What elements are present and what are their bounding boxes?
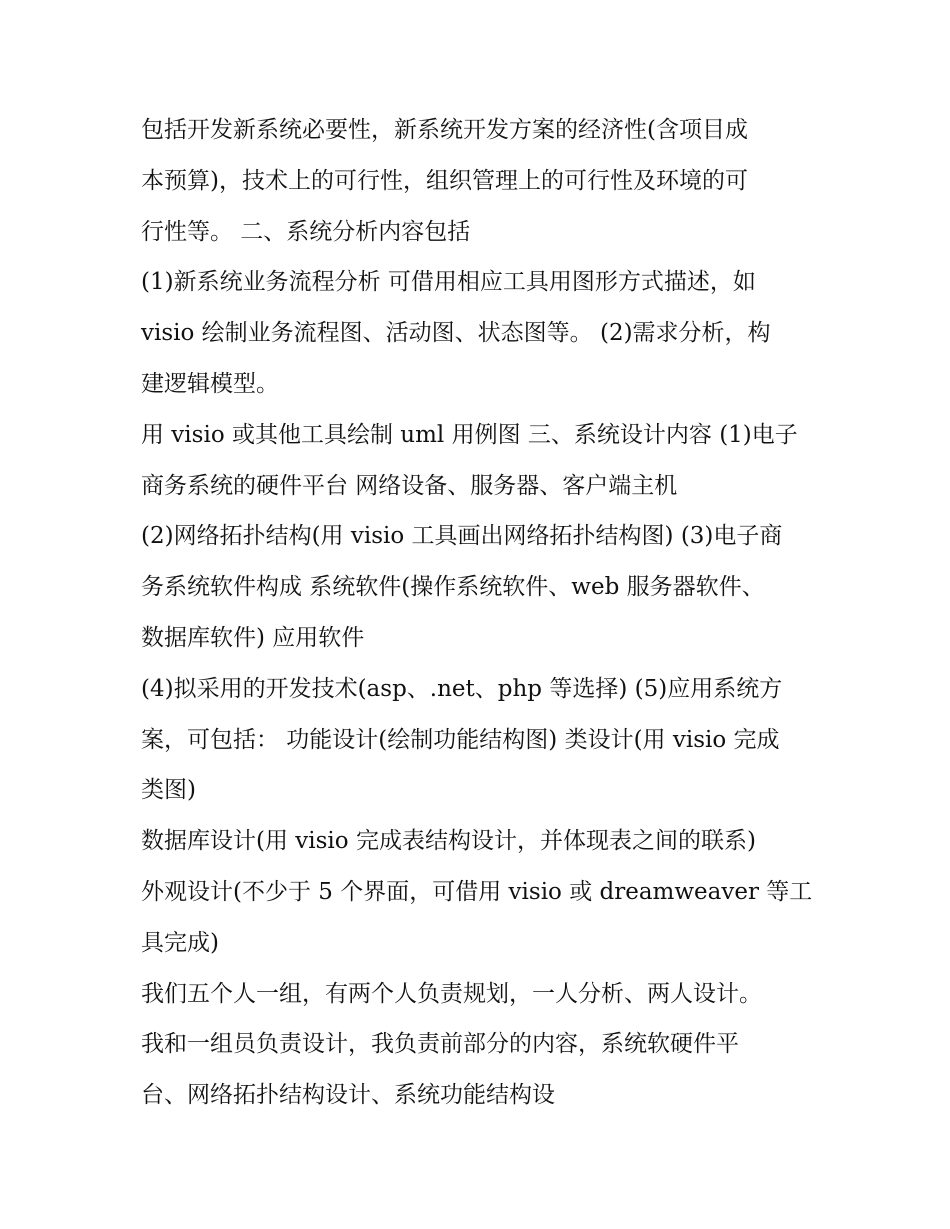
text-line: visio 绘制业务流程图、活动图、状态图等。 (2)需求分析，构 <box>141 320 771 347</box>
text-line: 本预算)，技术上的可行性，组织管理上的可行性及环境的可 <box>141 167 748 194</box>
text-line: 建逻辑模型。 <box>141 370 279 397</box>
text-line: 行性等。 二、系统分析内容包括 <box>141 218 471 245</box>
text-line: 商务系统的硬件平台 网络设备、服务器、客户端主机 <box>141 472 678 499</box>
text-line: (2)网络拓扑结构(用 visio 工具画出网络拓扑结构图) (3)电子商 <box>141 523 783 550</box>
text-line: 具完成) <box>141 929 219 956</box>
text-line: 我们五个人一组，有两个人负责规划，一人分析、两人设计。 <box>141 980 762 1007</box>
text-line: 我和一组员负责设计，我负责前部分的内容，系统软硬件平 <box>141 1031 739 1058</box>
text-line: (1)新系统业务流程分析 可借用相应工具用图形方式描述，如 <box>141 269 756 296</box>
text-line: (4)拟采用的开发技术(asp、.net、php 等选择) (5)应用系统方 <box>141 675 783 702</box>
text-line: 包括开发新系统必要性，新系统开发方案的经济性(含项目成 <box>141 117 748 143</box>
text-line: 类图) <box>141 777 196 804</box>
text-line: 数据库设计(用 visio 完成表结构设计，并体现表之间的联系) <box>141 828 756 855</box>
text-line: 案，可包括： 功能设计(绘制功能结构图) 类设计(用 visio 完成 <box>141 726 780 753</box>
body-text <box>141 105 821 1121</box>
text-line: 数据库软件) 应用软件 <box>141 624 365 651</box>
text-line: 用 visio 或其他工具绘制 uml 用例图 三、系统设计内容 (1)电子 <box>141 421 798 448</box>
text-line: 外观设计(不少于 5 个界面，可借用 visio 或 dreamweaver 等工 <box>141 878 813 905</box>
text-line: 务系统软件构成 系统软件(操作系统软件、web 服务器软件、 <box>141 574 765 601</box>
text-line: 台、网络拓扑结构设计、系统功能结构设 <box>141 1082 555 1109</box>
